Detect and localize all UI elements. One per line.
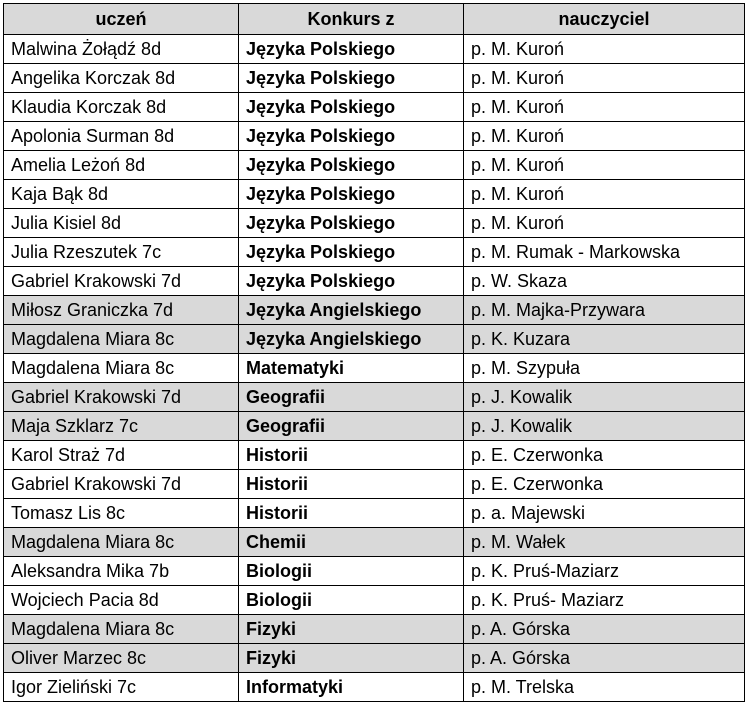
teacher-cell: p. M. Kuroń xyxy=(464,209,745,238)
table-row xyxy=(4,528,745,557)
teacher-cell: p. a. Majewski xyxy=(464,499,745,528)
table-row xyxy=(4,151,745,180)
contest-cell: Informatyki xyxy=(239,673,464,702)
teacher-cell: p. M. Kuroń xyxy=(464,180,745,209)
table-row xyxy=(4,354,745,383)
contest-cell: Języka Polskiego xyxy=(239,267,464,296)
teacher-cell: p. J. Kowalik xyxy=(464,383,745,412)
contest-cell: Biologii xyxy=(239,557,464,586)
teacher-cell: p. K. Pruś-Maziarz xyxy=(464,557,745,586)
contest-cell: Fizyki xyxy=(239,615,464,644)
contest-cell: Języka Polskiego xyxy=(239,64,464,93)
student-cell: Magdalena Miara 8c xyxy=(4,354,239,383)
table-body xyxy=(4,35,745,702)
contest-cell: Geografii xyxy=(239,383,464,412)
teacher-cell: p. A. Górska xyxy=(464,644,745,673)
contest-cell: Języka Polskiego xyxy=(239,35,464,64)
student-cell: Karol Straż 7d xyxy=(4,441,239,470)
student-cell: Gabriel Krakowski 7d xyxy=(4,470,239,499)
student-cell: Angelika Korczak 8d xyxy=(4,64,239,93)
teacher-cell: p. M. Kuroń xyxy=(464,93,745,122)
table-row xyxy=(4,180,745,209)
table-header xyxy=(4,4,745,35)
table-row xyxy=(4,238,745,267)
student-cell: Tomasz Lis 8c xyxy=(4,499,239,528)
contest-cell: Chemii xyxy=(239,528,464,557)
teacher-cell: p. E. Czerwonka xyxy=(464,441,745,470)
teacher-cell: p. K. Pruś- Maziarz xyxy=(464,586,745,615)
table-row xyxy=(4,209,745,238)
contest-cell: Języka Polskiego xyxy=(239,180,464,209)
teacher-cell: p. E. Czerwonka xyxy=(464,470,745,499)
table-row xyxy=(4,441,745,470)
teacher-cell: p. W. Skaza xyxy=(464,267,745,296)
header-row xyxy=(4,4,745,35)
student-cell: Klaudia Korczak 8d xyxy=(4,93,239,122)
student-cell: Igor Zieliński 7c xyxy=(4,673,239,702)
student-cell: Miłosz Graniczka 7d xyxy=(4,296,239,325)
teacher-cell: p. M. Majka-Przywara xyxy=(464,296,745,325)
contest-results-document xyxy=(3,3,745,702)
table-row xyxy=(4,64,745,93)
student-cell: Kaja Bąk 8d xyxy=(4,180,239,209)
contest-cell: Języka Polskiego xyxy=(239,151,464,180)
teacher-cell: p. M. Trelska xyxy=(464,673,745,702)
contest-cell: Języka Polskiego xyxy=(239,122,464,151)
teacher-cell: p. K. Kuzara xyxy=(464,325,745,354)
contest-cell: Języka Angielskiego xyxy=(239,325,464,354)
teacher-cell: p. M. Kuroń xyxy=(464,151,745,180)
table-row xyxy=(4,93,745,122)
student-cell: Magdalena Miara 8c xyxy=(4,615,239,644)
student-cell: Julia Rzeszutek 7c xyxy=(4,238,239,267)
contest-cell: Języka Polskiego xyxy=(239,209,464,238)
table-row xyxy=(4,296,745,325)
teacher-cell: p. A. Górska xyxy=(464,615,745,644)
table-row xyxy=(4,557,745,586)
contest-cell: Biologii xyxy=(239,586,464,615)
student-cell: Gabriel Krakowski 7d xyxy=(4,383,239,412)
teacher-cell: p. M. Kuroń xyxy=(464,122,745,151)
student-cell: Julia Kisiel 8d xyxy=(4,209,239,238)
table-row xyxy=(4,615,745,644)
teacher-cell: p. M. Kuroń xyxy=(464,64,745,93)
contest-table xyxy=(3,3,745,702)
student-cell: Maja Szklarz 7c xyxy=(4,412,239,441)
table-row xyxy=(4,35,745,64)
student-cell: Aleksandra Mika 7b xyxy=(4,557,239,586)
contest-cell: Matematyki xyxy=(239,354,464,383)
header-teacher: nauczyciel xyxy=(464,4,745,35)
student-cell: Magdalena Miara 8c xyxy=(4,528,239,557)
contest-cell: Języka Polskiego xyxy=(239,238,464,267)
teacher-cell: p. J. Kowalik xyxy=(464,412,745,441)
table-row xyxy=(4,122,745,151)
table-row xyxy=(4,644,745,673)
student-cell: Malwina Żołądź 8d xyxy=(4,35,239,64)
table-row xyxy=(4,383,745,412)
student-cell: Magdalena Miara 8c xyxy=(4,325,239,354)
table-row xyxy=(4,267,745,296)
header-contest: Konkurs z xyxy=(239,4,464,35)
teacher-cell: p. M. Kuroń xyxy=(464,35,745,64)
contest-cell: Fizyki xyxy=(239,644,464,673)
table-row xyxy=(4,673,745,702)
student-cell: Apolonia Surman 8d xyxy=(4,122,239,151)
table-row xyxy=(4,412,745,441)
student-cell: Gabriel Krakowski 7d xyxy=(4,267,239,296)
contest-cell: Języka Polskiego xyxy=(239,93,464,122)
contest-cell: Historii xyxy=(239,499,464,528)
table-row xyxy=(4,325,745,354)
contest-cell: Historii xyxy=(239,441,464,470)
table-row xyxy=(4,586,745,615)
student-cell: Oliver Marzec 8c xyxy=(4,644,239,673)
teacher-cell: p. M. Wałek xyxy=(464,528,745,557)
teacher-cell: p. M. Rumak - Markowska xyxy=(464,238,745,267)
contest-cell: Języka Angielskiego xyxy=(239,296,464,325)
contest-cell: Historii xyxy=(239,470,464,499)
contest-cell: Geografii xyxy=(239,412,464,441)
table-row xyxy=(4,499,745,528)
table-row xyxy=(4,470,745,499)
header-student: uczeń xyxy=(4,4,239,35)
student-cell: Wojciech Pacia 8d xyxy=(4,586,239,615)
student-cell: Amelia Leżoń 8d xyxy=(4,151,239,180)
teacher-cell: p. M. Szypuła xyxy=(464,354,745,383)
